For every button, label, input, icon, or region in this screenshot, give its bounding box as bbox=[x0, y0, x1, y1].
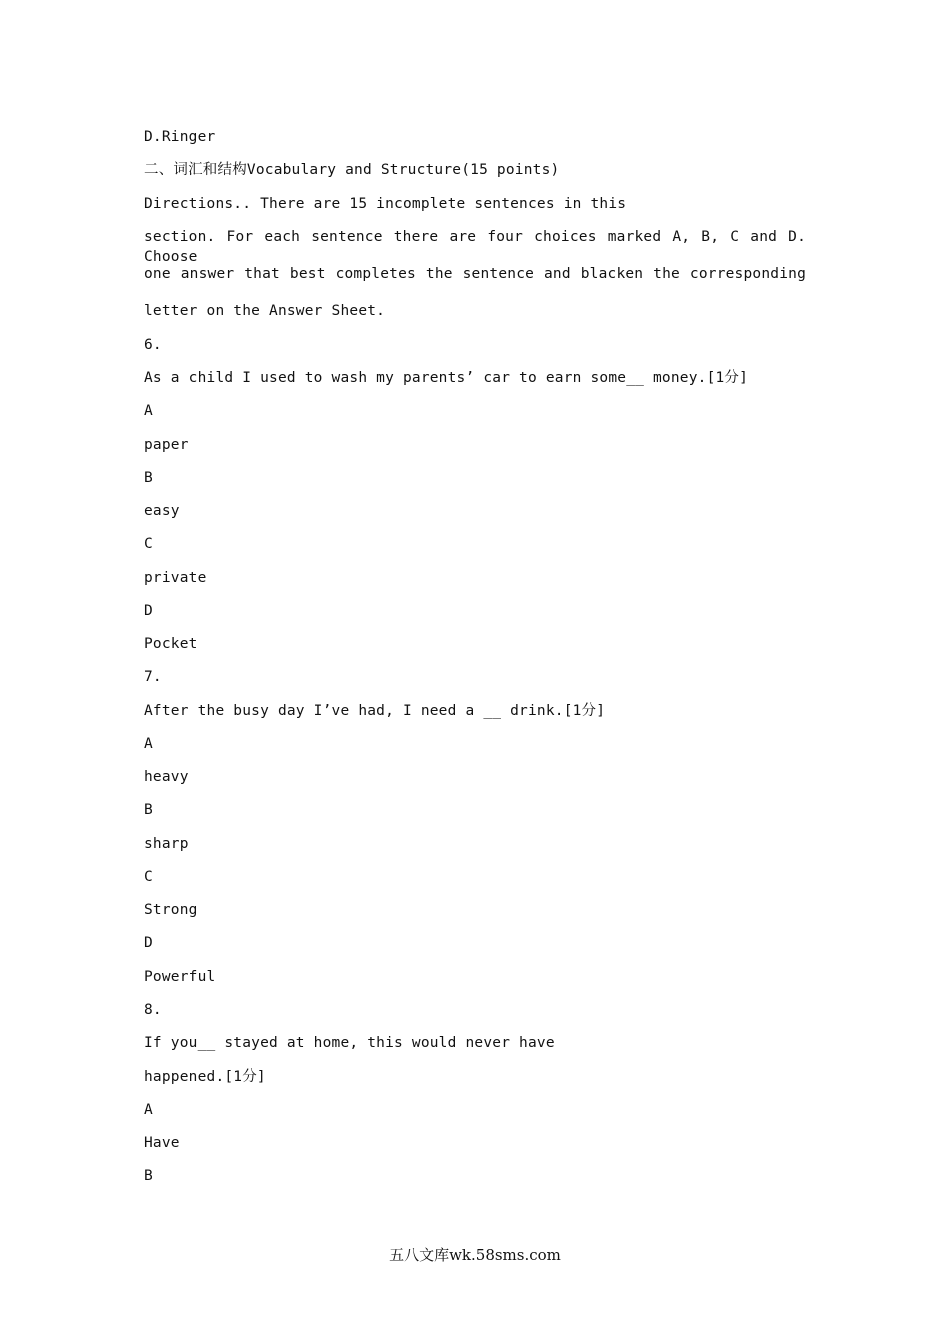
question-stem: As a child I used to wash my parents’ car to earn some__ money.[1分] bbox=[144, 370, 749, 386]
option-text: easy bbox=[144, 503, 180, 519]
question-stem: After the busy day I’ve had, I need a __ drink.[1分] bbox=[144, 703, 606, 719]
option-letter: C bbox=[144, 869, 153, 885]
option-letter: C bbox=[144, 536, 153, 552]
previous-option-d: D.Ringer bbox=[144, 129, 216, 145]
option-text: Pocket bbox=[144, 636, 198, 652]
option-letter: B bbox=[144, 802, 153, 818]
question-number: 8. bbox=[144, 1002, 162, 1018]
question-stem: If you__ stayed at home, this would never have bbox=[144, 1035, 555, 1051]
option-letter: B bbox=[144, 1168, 153, 1184]
directions-line-2: section. For each sentence there are four choices marked A, B, C and D. Choose bbox=[144, 229, 806, 265]
option-text: heavy bbox=[144, 769, 189, 785]
option-text: Strong bbox=[144, 902, 198, 918]
option-text: Powerful bbox=[144, 969, 216, 985]
section-title: 二、词汇和结构Vocabulary and Structure(15 points) bbox=[144, 162, 560, 178]
option-text: paper bbox=[144, 437, 189, 453]
footer-watermark: 五八文库wk.58sms.com bbox=[389, 1246, 561, 1264]
directions-line-4: letter on the Answer Sheet. bbox=[144, 303, 386, 319]
option-text: private bbox=[144, 570, 207, 586]
option-letter: B bbox=[144, 470, 153, 486]
directions-line-1: Directions.. There are 15 incomplete sentences in this bbox=[144, 196, 627, 212]
option-letter: A bbox=[144, 1102, 153, 1118]
question-stem-continued: happened.[1分] bbox=[144, 1069, 266, 1085]
option-letter: D bbox=[144, 603, 153, 619]
option-letter: D bbox=[144, 935, 153, 951]
option-letter: A bbox=[144, 403, 153, 419]
question-number: 6. bbox=[144, 337, 162, 353]
question-number: 7. bbox=[144, 669, 162, 685]
directions-line-3: one answer that best completes the sentence and blacken the corresponding bbox=[144, 266, 806, 282]
option-text: Have bbox=[144, 1135, 180, 1151]
option-letter: A bbox=[144, 736, 153, 752]
option-text: sharp bbox=[144, 836, 189, 852]
